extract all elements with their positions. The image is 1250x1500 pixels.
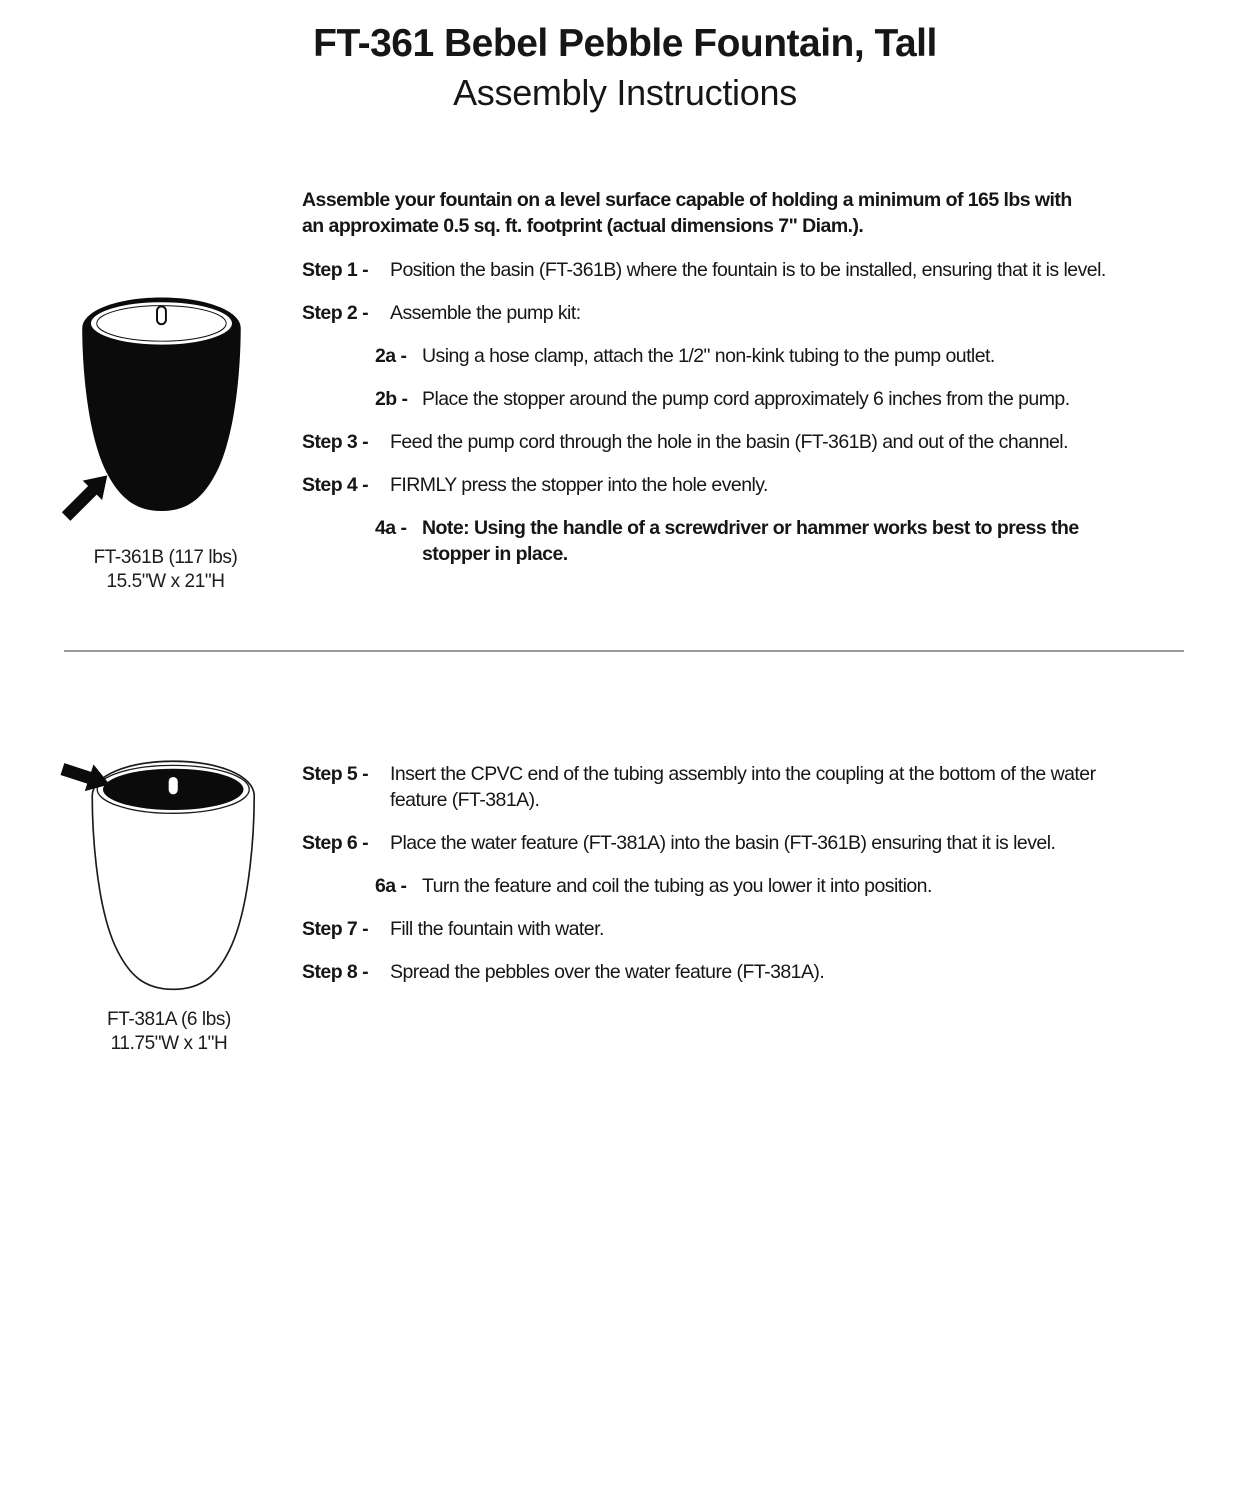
step-text: FIRMLY press the stopper into the hole evenly. — [390, 474, 768, 496]
water-feature-figure-icon — [60, 748, 260, 996]
step-label: Step 3 - — [302, 431, 369, 453]
water-feature-model-label: FT-381A (6 lbs) — [107, 1009, 231, 1030]
page-title: FT-361 Bebel Pebble Fountain, Tall — [313, 22, 937, 65]
step-text: Position the basin (FT-361B) where the fountain is to be installed, ensuring that it is level. — [390, 259, 1106, 281]
basin-size-label: 15.5"W x 21"H — [106, 571, 225, 592]
page-subtitle: Assembly Instructions — [453, 71, 797, 113]
step-2-row — [302, 300, 1232, 326]
step-8-row — [302, 959, 1232, 985]
basin-cord-slot — [157, 306, 166, 324]
step-text — [390, 761, 1096, 813]
document-header — [0, 24, 1250, 114]
basin-caption — [38, 546, 293, 594]
substep-text: Place the stopper around the pump cord approximately 6 inches from the pump. — [422, 388, 1070, 410]
step-text: Spread the pebbles over the water feature (FT-381A). — [390, 961, 825, 983]
step-5-row — [302, 761, 1232, 813]
substep-label: 2a - — [375, 345, 407, 367]
substep-text: Using a hose clamp, attach the 1/2" non-kink tubing to the pump outlet. — [422, 345, 995, 367]
substep-text: Turn the feature and coil the tubing as you lower it into position. — [422, 875, 932, 897]
step-3-row — [302, 429, 1232, 455]
basin-model-label: FT-361B (117 lbs) — [93, 547, 238, 568]
step-label: Step 8 - — [302, 961, 369, 983]
water-feature-caption — [40, 1008, 298, 1056]
step-text: Feed the pump cord through the hole in the basin (FT-361B) and out of the channel. — [390, 431, 1068, 453]
step-4-row — [302, 472, 1232, 498]
step-text-line: feature (FT-381A). — [390, 789, 540, 811]
step-label: Step 7 - — [302, 918, 369, 940]
step-label: Step 5 - — [302, 763, 369, 785]
step-text: Place the water feature (FT-381A) into the basin (FT-361B) ensuring that it is level. — [390, 832, 1056, 854]
substep-label: 4a - — [375, 517, 407, 539]
intro-line: an approximate 0.5 sq. ft. footprint (actual dimensions 7" Diam.). — [302, 215, 864, 237]
substep-text-line: Note: Using the handle of a screwdriver or hammer works best to press the — [422, 517, 1079, 539]
substep-text — [422, 515, 1079, 567]
intro-line: Assemble your fountain on a level surface capable of holding a minimum of 165 lbs with — [302, 189, 1072, 211]
section-divider — [64, 650, 1184, 652]
section-1-steps — [302, 187, 1232, 584]
step-label: Step 6 - — [302, 832, 369, 854]
step-6a-row — [302, 873, 1232, 899]
basin-figure-icon — [62, 286, 248, 529]
step-label: Step 2 - — [302, 302, 369, 324]
step-label: Step 1 - — [302, 259, 369, 281]
substep-label: 6a - — [375, 875, 407, 897]
step-2a-row — [302, 343, 1232, 369]
water-feature-size-label: 11.75"W x 1"H — [110, 1033, 228, 1054]
step-text-line: Insert the CPVC end of the tubing assembly into the coupling at the bottom of the water — [390, 763, 1096, 785]
water-feature-slot — [169, 777, 178, 794]
step-4a-row — [302, 515, 1232, 567]
step-2b-row — [302, 386, 1232, 412]
substep-text-line: stopper in place. — [422, 543, 568, 565]
step-1-row — [302, 257, 1232, 283]
section-2-steps — [302, 761, 1232, 1002]
substep-label: 2b - — [375, 388, 408, 410]
step-7-row — [302, 916, 1232, 942]
step-text: Assemble the pump kit: — [390, 302, 581, 324]
step-label: Step 4 - — [302, 474, 369, 496]
intro-paragraph — [302, 187, 1232, 239]
step-text: Fill the fountain with water. — [390, 918, 604, 940]
step-6-row — [302, 830, 1232, 856]
